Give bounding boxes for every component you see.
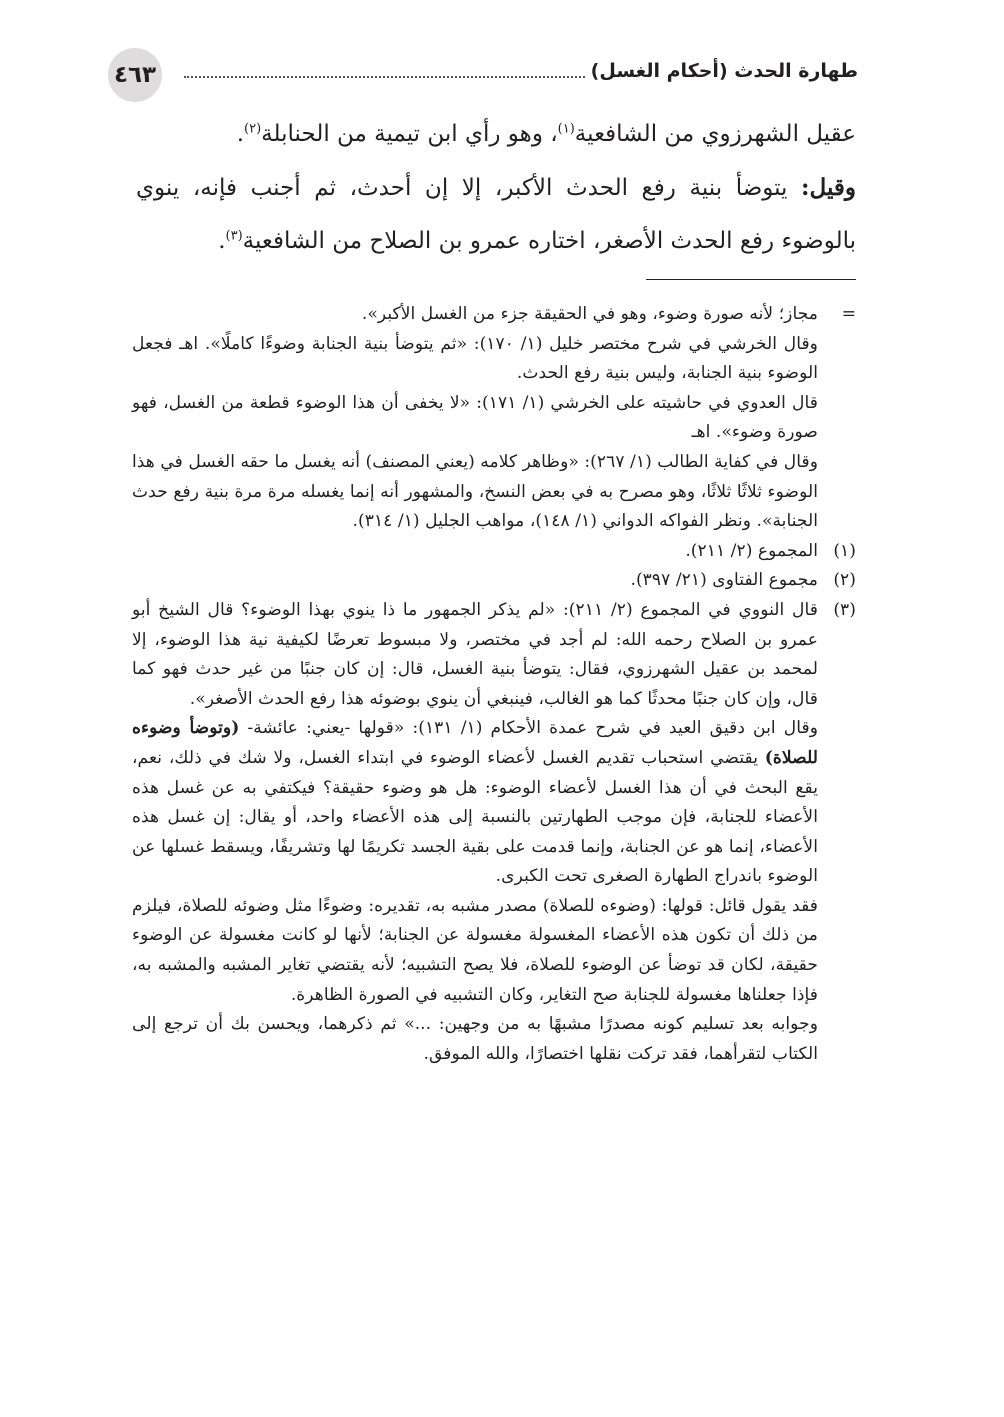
hadith-quote: (وتوضأ وضوءه للصلاة) xyxy=(132,718,818,768)
paragraph-label: وقيل: xyxy=(801,174,856,201)
page-number: ٤٦٣ xyxy=(108,48,162,102)
footnote-line: وقال في كفاية الطالب (١/ ٢٦٧): «وظاهر كلامه (يعني المصنف) أنه يغسل ما حقه الغسل في هذا الوضوء ثلاثًا ثلاثًا، وهو مصرح به في بعض النسخ، والمشهور أنه إنما يغسله مرة مرة بنية رفع حدث الجنابة». ونظر الفواكه الدواني (١/ ١٤٨)، مواهب الجليل (١/ ٣١٤). xyxy=(132,451,818,532)
footnote-ref-2: (٢) xyxy=(244,121,262,137)
footnote-text: وجوابه بعد تسليم كونه مصدرًا مشبهًا به من وجهين: ...» ثم ذكرهما، ويحسن بك أن ترجع إلى الكتاب لتقرأهما، فقد تركت نقلها اختصارًا، والله الموفق. xyxy=(132,1014,818,1064)
main-paragraph-1 xyxy=(136,108,856,161)
header-line xyxy=(178,60,858,82)
main-text-span: . xyxy=(236,121,245,147)
footnote-span: وقال ابن دقيق العيد في شرح عمدة الأحكام (١/ ١٣١): «قولها -يعني: عائشة- xyxy=(239,718,818,739)
footnote-text: المجموع (٢/ ٢١١). xyxy=(685,540,818,561)
main-text-span: عقيل الشهرزوي من الشافعية xyxy=(574,121,856,147)
footnote-number: (١) xyxy=(833,540,856,561)
footnote-1 xyxy=(132,537,856,567)
footnote-line: وقال الخرشي في شرح مختصر خليل (١/ ١٧٠): «ثم يتوضأ بنية الجنابة وضوءًا كاملًا». اهـ فجعل الوضوء بنية الجنابة، وليس بنية رفع الحدث. xyxy=(132,333,818,384)
main-text xyxy=(136,108,856,268)
footnote-separator xyxy=(646,279,856,280)
footnote-text: مجموع الفتاوى (٢١/ ٣٩٧). xyxy=(630,570,818,591)
footnote-text xyxy=(132,714,818,892)
footnote-ref-1: (١) xyxy=(557,121,575,137)
footnote-text: فقد يقول قائل: قولها: (وضوءه للصلاة) مصدر مشبه به، تقديره: وضوءًا مثل وضوئه للصلاة، فيلزم من ذلك أن تكون هذه الأعضاء المغسولة مغسولة عن الجنابة؛ لأنها لو كانت مغسولة عن الوضوء حقيقة، لكان قد توضأ عن الوضوء للصلاة، فلا يصح التشبيه؛ لأنه يقتضي تغاير المشبه والمشبه به، فإذا جعلناها مغسولة للجنابة صح التغاير، وكان التشبيه في الصورة الظاهرة. xyxy=(132,895,818,1005)
main-text-span: يتوضأ بنية رفع الحدث الأكبر، إلا إن أحدث، ثم أجنب فإنه، ينوي بالوضوء رفع الحدث الأصغر، اختاره عمرو بن الصلاح من الشافعية xyxy=(136,175,856,254)
footnote-span: يقتضي استحباب تقديم الغسل لأعضاء الوضوء في ابتداء الغسل، ولا شك في ذلك، نعم، يقع البحث في أن هذا الغسل لأعضاء الوضوء: هل هو وضوء حقيقة؟ فيكتفي به عن غسل هذه الأعضاء للجنابة، فإن موجب الطهارتين بالنسبة إلى هذه الأعضاء واحد، أو يقال: إن غسل هذه الأعضاء، إنما هو عن الجنابة، وإنما قدمت على بقية الجسد تكريمًا لها وتشريفًا، ويسقط غسلها عن الوضوء باندراج الطهارة الصغرى تحت الكبرى. xyxy=(132,747,818,887)
footnote-number: (٢) xyxy=(833,570,856,591)
footnote-continuation xyxy=(132,300,856,537)
footnote-line: قال العدوي في حاشيته على الخرشي (١/ ١٧١): «لا يخفى أن هذا الوضوء قطعة من الغسل، فهو صورة وضوء». اهـ xyxy=(132,392,818,443)
footnote-number: (٣) xyxy=(833,599,856,620)
footnote-ref-3: (٣) xyxy=(225,228,243,244)
footnote-3 xyxy=(132,596,856,1070)
header-leader-dots xyxy=(184,76,585,78)
footnote-text: قال النووي في المجموع (٢/ ٢١١): «لم يذكر الجمهور ما ذا ينوي بهذا الوضوء؟ قال الشيخ أبو عمرو بن الصلاح رحمه الله: لم أجد في مختصر، ولا مبسوط تعرضًا لكيفية نية هذا الوضوء، إلا لمحمد بن عقيل الشهرزوي، فقال: يتوضأ بنية الغسل، قال: إن كان جنبًا من غير حدث فهو كما قال، وإن كان جنبًا محدثًا كما هو الغالب، فينبغي أن ينوي بوضوئه هذا رفع الحدث الأصغر». xyxy=(132,599,818,709)
footnote-line: مجاز؛ لأنه صورة وضوء، وهو في الحقيقة جزء من الغسل الأكبر». xyxy=(361,304,818,324)
continuation-mark: = xyxy=(841,304,856,324)
running-header xyxy=(108,48,858,94)
footnote-2 xyxy=(132,566,856,596)
main-text-span: . xyxy=(218,228,226,254)
chapter-title: طهارة الحدث (أحكام الغسل) xyxy=(590,60,858,82)
footnotes xyxy=(132,300,856,1069)
main-paragraph-2 xyxy=(136,161,856,268)
main-text-span: ، وهو رأي ابن تيمية من الحنابلة xyxy=(261,121,558,147)
